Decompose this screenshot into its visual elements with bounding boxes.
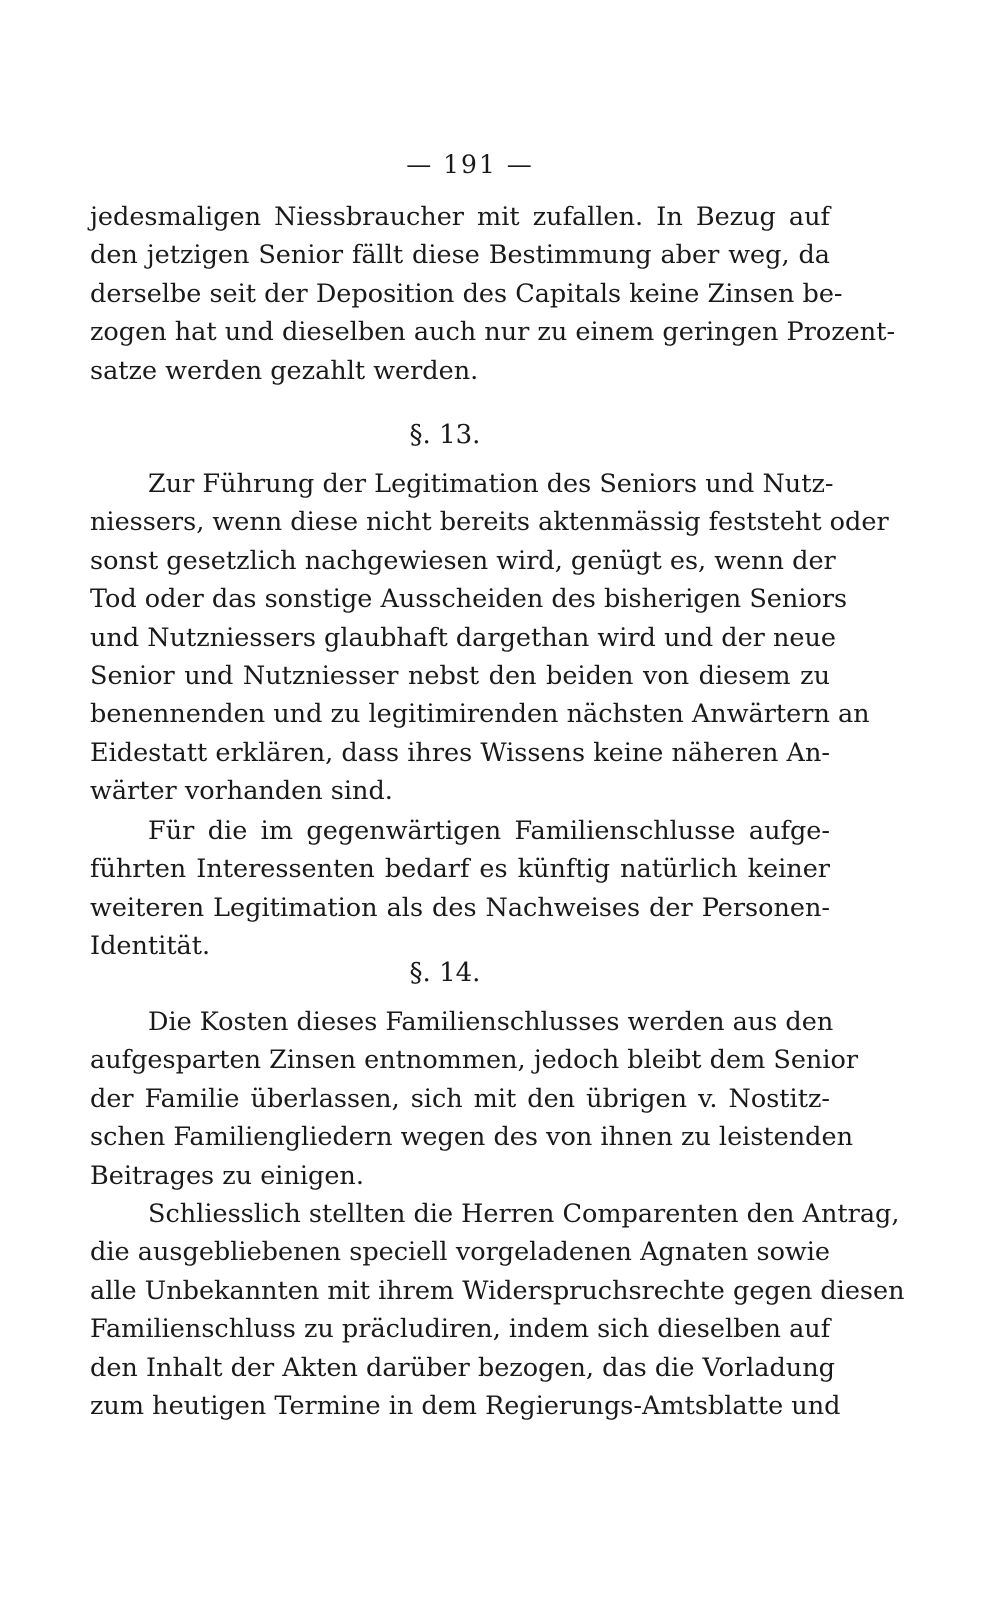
paragraph-2 — [90, 465, 889, 811]
text-line: wärter vorhanden sind. — [90, 776, 393, 807]
page-number: — 191 — — [406, 150, 534, 179]
text-line: sonst gesetzlich nachgewiesen wird, genügt es, wenn der — [90, 545, 836, 576]
paragraph-1 — [90, 198, 896, 390]
text-line: Beitrages zu einigen. — [90, 1160, 364, 1191]
text-line: Familienschluss zu präcludiren, indem sich dieselben auf — [90, 1314, 831, 1345]
text-line: aufgesparten Zinsen entnommen, jedoch bleibt dem Senior — [90, 1045, 859, 1076]
text-line: Identität. — [90, 931, 211, 962]
text-line: zum heutigen Termine in dem Regierungs-Amtsblatte und — [90, 1391, 841, 1422]
text-line: führten Interessenten bedarf es künftig natürlich keiner — [90, 854, 830, 885]
text-line: und Nutzniessers glaubhaft dargethan wird und der neue — [90, 622, 836, 653]
text-line: die ausgebliebenen speciell vorgeladenen Agnaten sowie — [90, 1237, 830, 1268]
text-line: Für die im gegenwärtigen Familienschlusse aufge- — [148, 816, 830, 846]
text-line: satze werden gezahlt werden. — [90, 355, 479, 386]
text-line: den jetzigen Senior fällt diese Bestimmung aber weg, da — [90, 240, 830, 271]
paragraph-5 — [90, 1195, 905, 1425]
paragraph-4 — [90, 1003, 859, 1195]
text-line: niessers, wenn diese nicht bereits aktenmässig feststeht oder — [90, 507, 889, 538]
text-line: Schliesslich stellten die Herren Comparenten den Antrag, — [148, 1199, 900, 1229]
section-13-heading: §. 13. — [409, 420, 481, 450]
text-line: Zur Führung der Legitimation des Seniors und Nutz- — [148, 469, 834, 499]
text-line: Eidestatt erklären, dass ihres Wissens keine näheren An- — [90, 737, 830, 768]
text-line: Tod oder das sonstige Ausscheiden des bisherigen Seniors — [90, 584, 848, 615]
text-line: zogen hat und dieselben auch nur zu einem geringen Prozent- — [90, 317, 896, 348]
text-line: benennenden und zu legitimirenden nächsten Anwärtern an — [90, 699, 870, 730]
section-14-heading: §. 14. — [409, 958, 481, 988]
text-line: Senior und Nutzniesser nebst den beiden von diesem zu — [90, 661, 830, 692]
text-line: der Familie überlassen, sich mit den übrigen v. Nostitz- — [90, 1083, 830, 1114]
text-line: den Inhalt der Akten darüber bezogen, das die Vorladung — [90, 1352, 835, 1383]
text-line: schen Familiengliedern wegen des von ihnen zu leistenden — [90, 1122, 854, 1153]
text-line: jedesmaligen Niessbraucher mit zufallen. In Bezug auf — [90, 202, 830, 232]
text-line: derselbe seit der Deposition des Capitals keine Zinsen be- — [90, 278, 843, 309]
paragraph-3 — [90, 812, 830, 966]
text-line: weiteren Legitimation als des Nachweises der Personen- — [90, 892, 830, 923]
text-line: alle Unbekannten mit ihrem Widerspruchsrechte gegen diesen — [90, 1275, 905, 1306]
text-line: Die Kosten dieses Familienschlusses werden aus den — [148, 1007, 834, 1037]
